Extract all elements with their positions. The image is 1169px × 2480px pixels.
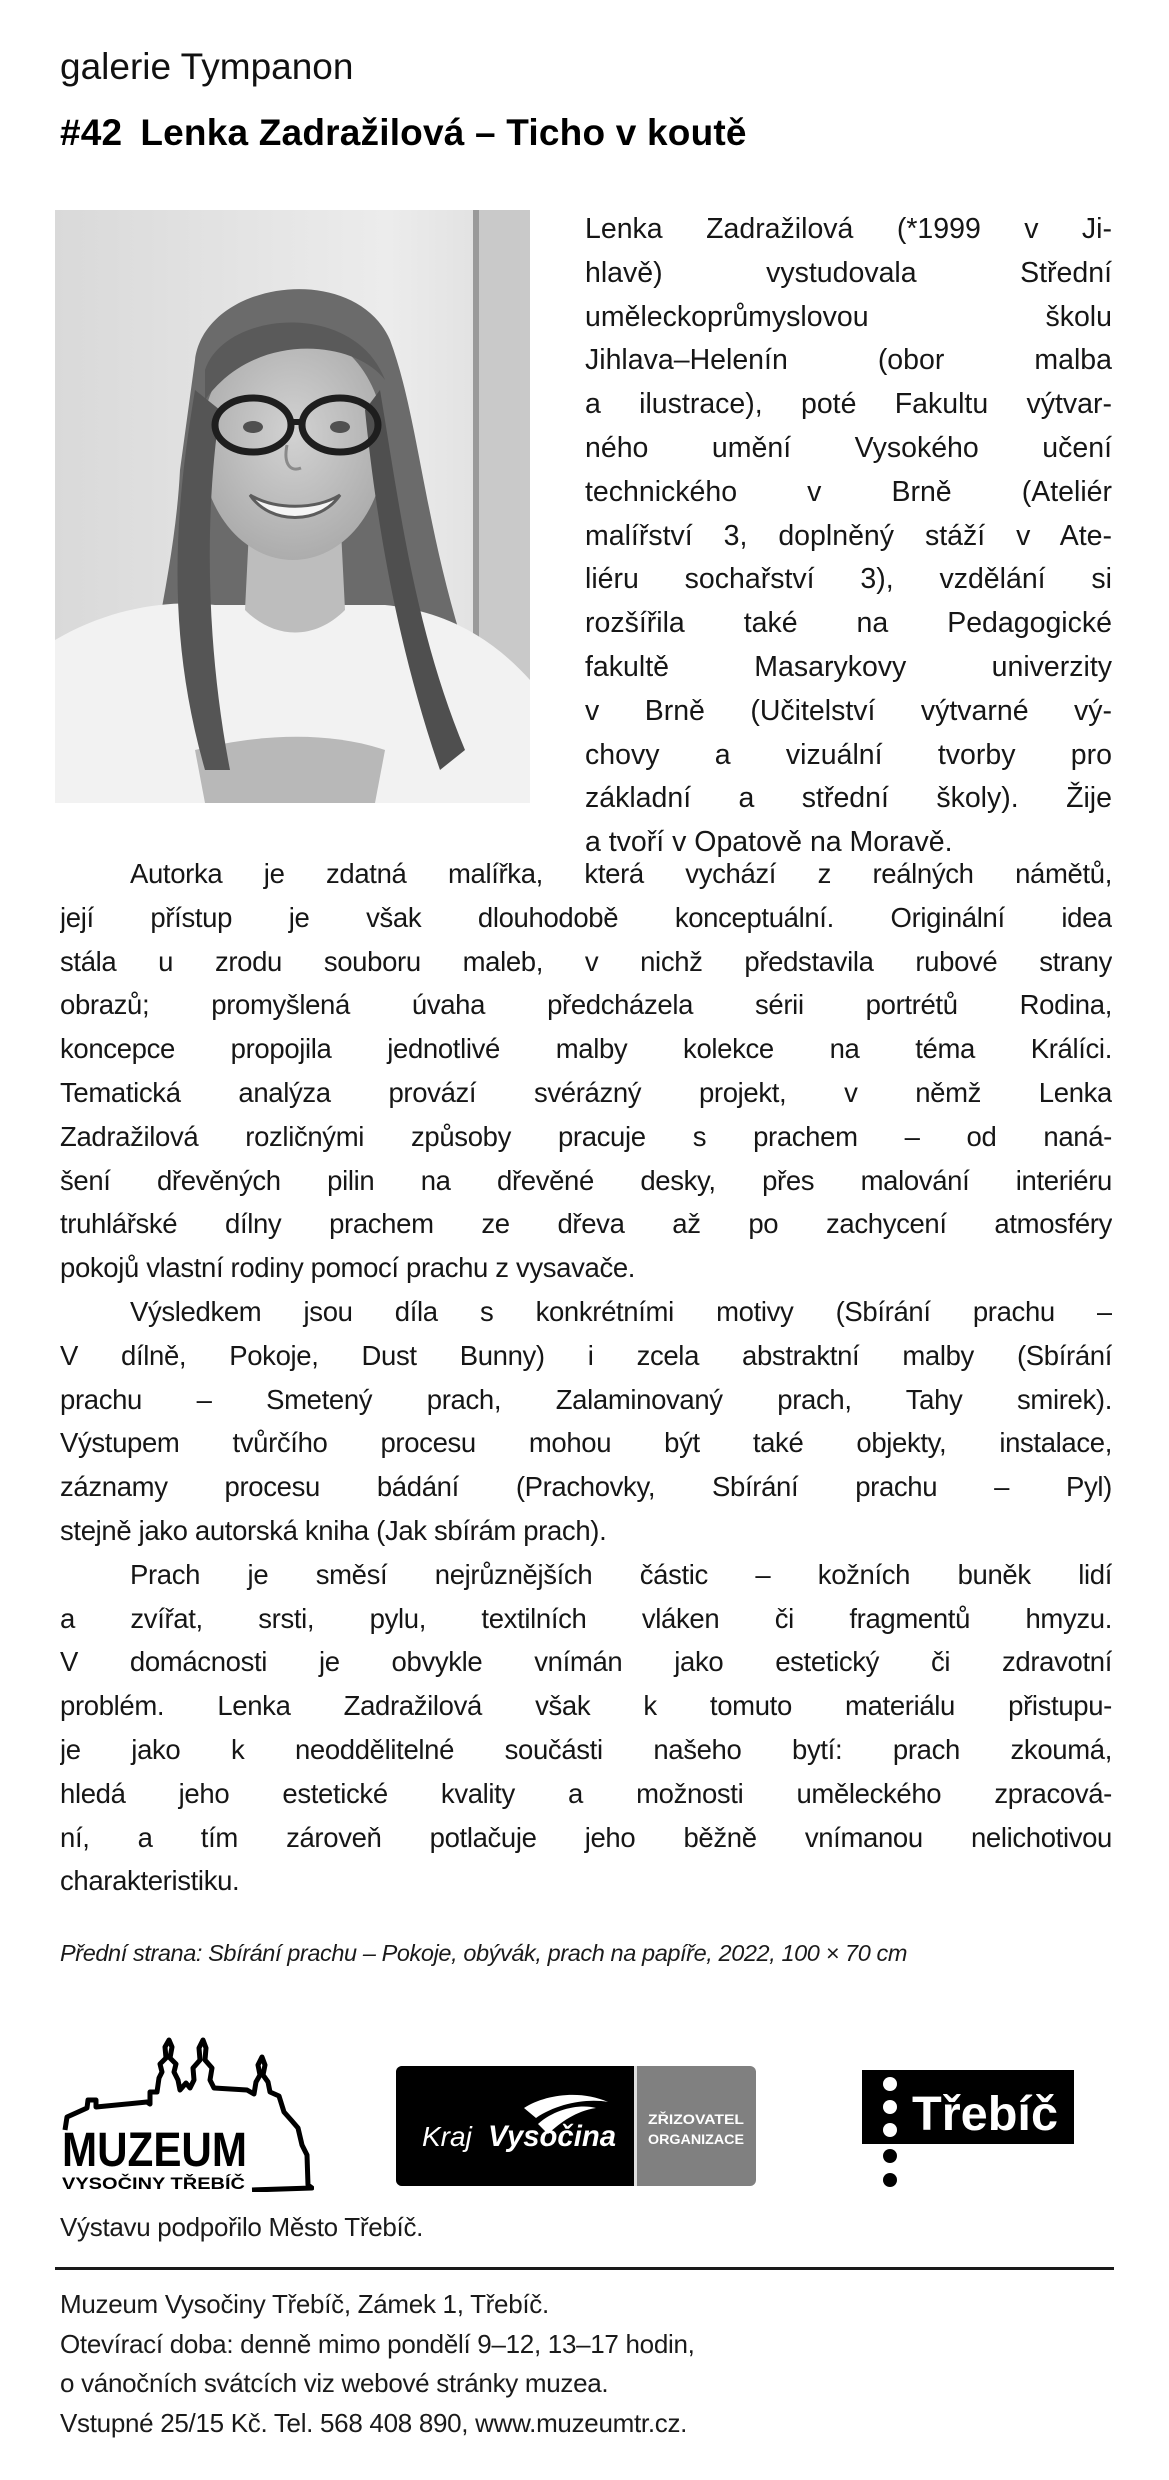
footer-address: Muzeum Vysočiny Třebíč, Zámek 1, Třebíč.	[60, 2289, 549, 2319]
bio-line: základní a střední školy). Žije	[585, 782, 1112, 815]
muzeum-vysociny-trebic-logo	[62, 2020, 314, 2192]
trebic-logo-graphic	[862, 2070, 1076, 2192]
exhibition-title	[60, 112, 747, 154]
paragraph-line: Zadražilová rozličnými způsoby pracuje s prachem – od naná-	[60, 1120, 1112, 1152]
kraj-vysocina-logo	[396, 2066, 756, 2186]
exhibition-title-text: Lenka Zadražilová – Ticho v koutě	[140, 112, 747, 153]
paragraph-line: prachu – Smetený prach, Zalaminovaný prach, Tahy smirek).	[60, 1383, 1112, 1415]
paragraph-line: Výsledkem jsou díla s konkrétními motivy (Sbírání prachu –	[130, 1295, 1112, 1327]
kraj-logo-word: Kraj	[422, 2121, 472, 2152]
muzeum-logo-subtitle: VYSOČINY TŘEBÍČ	[62, 2174, 246, 2192]
text-paragraph	[60, 1553, 1112, 1903]
paragraph-line: stejně jako autorská kniha (Jak sbírám prach).	[60, 1514, 607, 1546]
paragraph-line: pokojů vlastní rodiny pomocí prachu z vysavače.	[60, 1252, 636, 1284]
bio-line: a tvoří v Opatově na Moravě.	[585, 826, 953, 859]
bio-line: v Brně (Učitelství výtvarné vý-	[585, 694, 1112, 727]
footer-holiday-note: o vánočních svátcích viz webové stránky muzea.	[60, 2368, 609, 2398]
text-paragraph	[60, 852, 1112, 1290]
bio-line: ného umění Vysokého učení	[585, 431, 1112, 464]
bio-line: malířství 3, doplněný stáží v Ate-	[585, 519, 1112, 552]
paragraph-line: problém. Lenka Zadražilová však k tomuto materiálu přistupu-	[60, 1690, 1112, 1722]
kraj-role-line1: ZŘIZOVATEL	[648, 2112, 744, 2127]
trebic-logo-word: Třebíč	[912, 2088, 1058, 2141]
exhibition-text	[60, 852, 1112, 1903]
artist-bio	[585, 208, 1112, 865]
cover-caption: Přední strana: Sbírání prachu – Pokoje, obývák, prach na papíře, 2022, 100 × 70 cm	[60, 1940, 908, 1966]
paragraph-line: ní, a tím zároveň potlačuje jeho běžně vnímanou nelichotivou	[60, 1821, 1112, 1853]
paragraph-line: Tematická analýza provází svérázný projekt, v němž Lenka	[60, 1076, 1112, 1108]
paragraph-line: charakteristiku.	[60, 1865, 240, 1897]
paragraph-line: a zvířat, srsti, pylu, textilních vláken či fragmentů hmyzu.	[60, 1602, 1112, 1634]
muzeum-logo-word: MUZEUM	[62, 2124, 247, 2177]
kraj-logo-graphic	[396, 2066, 756, 2186]
supported-by-note: Výstavu podpořilo Město Třebíč.	[60, 2212, 424, 2242]
paragraph-line: koncepce propojila jednotlivé malby kolekce na téma Králíci.	[60, 1033, 1112, 1065]
bio-line: chovy a vizuální tvorby pro	[585, 738, 1112, 771]
bio-line: a ilustrace), poté Fakultu výtvar-	[585, 388, 1112, 421]
paragraph-line: stála u zrodu souboru maleb, v nichž představila rubové strany	[60, 945, 1112, 977]
footer-opening-hours: Otevírací doba: denně mimo pondělí 9–12, 13–17 hodin,	[60, 2328, 695, 2359]
footer-admission-contact: Vstupné 25/15 Kč. Tel. 568 408 890, www.muzeumtr.cz.	[60, 2407, 688, 2438]
bio-line: liéru sochařství 3), vzdělání si	[585, 563, 1112, 596]
artist-portrait-photo	[55, 210, 530, 803]
kraj-role-line2: ORGANIZACE	[648, 2132, 744, 2147]
bio-line: technického v Brně (Ateliér	[585, 475, 1112, 508]
paragraph-line: záznamy procesu bádání (Prachovky, Sbírání prachu – Pyl)	[60, 1471, 1112, 1503]
paragraph-line: obrazů; promyšlená úvaha předcházela sérii portrétů Rodina,	[60, 989, 1112, 1021]
trebic-city-logo	[862, 2070, 1076, 2192]
text-paragraph	[60, 1290, 1112, 1553]
bio-line: hlavě) vystudovala Střední	[585, 256, 1112, 289]
paragraph-line: Autorka je zdatná malířka, která vychází z reálných námětů,	[130, 858, 1112, 889]
bio-line: rozšířila také na Pedagogické	[585, 607, 1112, 640]
footer-divider	[55, 2267, 1114, 2270]
paragraph-line: Prach je směsí nejrůznějších částic – kožních buněk lidí	[130, 1558, 1112, 1590]
paragraph-line: V domácnosti je obvykle vnímán jako estetický či zdravotní	[60, 1646, 1112, 1678]
exhibition-number: #42	[60, 112, 123, 153]
paragraph-line: šení dřevěných pilin na dřevěné desky, přes malování interiéru	[60, 1164, 1112, 1196]
vysocina-logo-word: Vysočina	[488, 2120, 616, 2153]
paragraph-line: je jako k neoddělitelné součásti našeho bytí: prach zkoumá,	[60, 1733, 1112, 1765]
bio-line: Jihlava–Helenín (obor malba	[585, 344, 1112, 377]
paragraph-line: V dílně, Pokoje, Dust Bunny) i zcela abstraktní malby (Sbírání	[60, 1339, 1112, 1371]
paragraph-line: její přístup je však dlouhodobě konceptuální. Originální idea	[60, 901, 1112, 933]
bio-line: fakultě Masarykovy univerzity	[585, 650, 1112, 683]
paragraph-line: hledá jeho estetické kvality a možnosti uměleckého zpracová-	[60, 1777, 1112, 1809]
gallery-name: galerie Tympanon	[60, 46, 354, 87]
bio-line: uměleckoprůmyslovou školu	[585, 300, 1112, 333]
bio-line: Lenka Zadražilová (*1999 v Ji-	[585, 213, 1112, 245]
paragraph-line: truhlářské dílny prachem ze dřeva až po zachycení atmosféry	[60, 1208, 1112, 1240]
paragraph-line: Výstupem tvůrčího procesu mohou být také objekty, instalace,	[60, 1427, 1112, 1459]
portrait-image	[55, 210, 530, 803]
museum-info-footer	[60, 2285, 695, 2443]
muzeum-logo-graphic	[62, 2020, 314, 2192]
